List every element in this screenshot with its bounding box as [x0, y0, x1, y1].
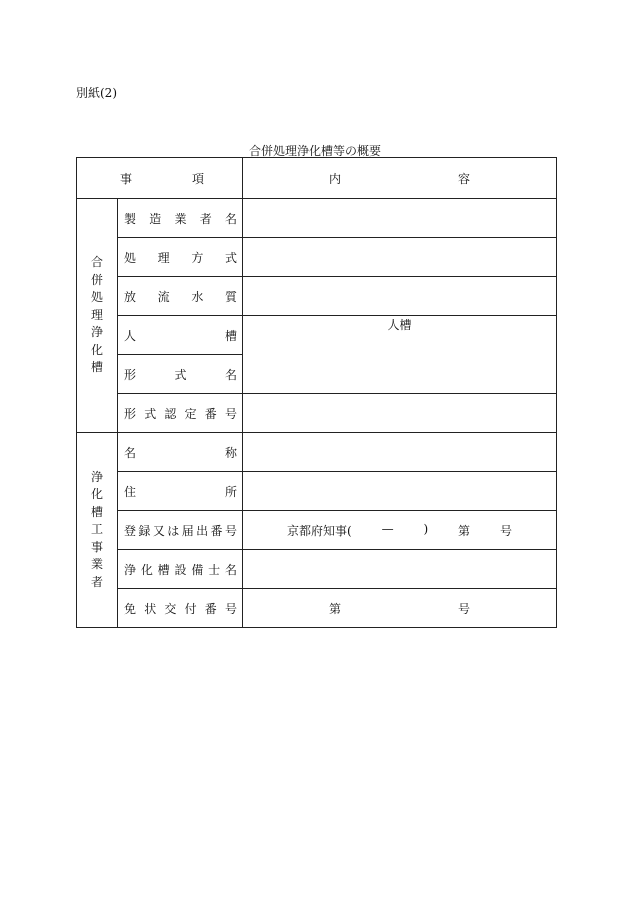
label-char: 放 [124, 289, 137, 304]
label-char: 製 [124, 211, 137, 226]
row-label-address [118, 472, 243, 511]
label-char: 号 [224, 406, 237, 421]
label-char: 質 [224, 289, 237, 304]
label-char: は [167, 523, 180, 538]
registration-dai: 第 [458, 523, 471, 538]
label-char: 設 [174, 562, 187, 577]
section1-label-char: 化 [90, 342, 103, 357]
row-label-engineer-name [118, 550, 243, 589]
label-char: 式 [174, 367, 187, 382]
label-char: 名 [224, 367, 237, 382]
label-char: 名 [124, 445, 137, 460]
table-row [77, 238, 557, 277]
row-label-effluent-quality [118, 277, 243, 316]
section2-label-char: 事 [90, 539, 103, 554]
value-cell-effluent-quality [243, 277, 557, 316]
header-item-cell [77, 158, 243, 199]
label-char: 登 [124, 523, 137, 538]
row-label-capacity [118, 316, 243, 355]
section2-label-char: 工 [90, 522, 103, 537]
label-char: 槽 [224, 328, 237, 343]
label-char: 形 [124, 367, 137, 382]
label-char: 名 [224, 562, 237, 577]
summary-table [76, 157, 557, 628]
value-cell-certification-number [243, 394, 557, 433]
label-char: 備 [191, 562, 204, 577]
label-char: 理 [157, 250, 170, 265]
registration-dash: — [381, 521, 394, 536]
section1-label-char: 槽 [90, 360, 103, 375]
license-dai: 第 [329, 601, 342, 616]
table-row [77, 316, 557, 355]
label-char: 認 [164, 406, 177, 421]
section2-label-char: 化 [90, 487, 103, 502]
label-char: 式 [144, 406, 157, 421]
section1-label-char: 併 [90, 272, 103, 287]
label-char: 番 [204, 406, 217, 421]
table-row [77, 589, 557, 628]
header-item-char: 事 [120, 171, 133, 186]
label-char: 免 [124, 601, 137, 616]
label-char: 号 [224, 523, 237, 538]
value-cell-capacity [243, 316, 557, 394]
section2-label-char: 槽 [90, 504, 103, 519]
row-label-license-number [118, 589, 243, 628]
label-char: 水 [191, 289, 204, 304]
label-char: 業 [174, 211, 187, 226]
label-char: 届 [181, 523, 194, 538]
registration-go: 号 [499, 523, 512, 538]
section1-label-char: 理 [90, 307, 103, 322]
row-label-model-name [118, 355, 243, 394]
label-char: 式 [224, 250, 237, 265]
table-row [77, 433, 557, 472]
label-char: 録 [138, 523, 151, 538]
label-char: 号 [224, 601, 237, 616]
label-char: 形 [124, 406, 137, 421]
table-row [77, 550, 557, 589]
header-content-char: 内 [329, 171, 342, 186]
section1-label [77, 199, 118, 433]
row-label-business-name [118, 433, 243, 472]
value-cell-registration-number [243, 511, 557, 550]
capacity-unit: 人槽 [387, 318, 412, 332]
license-go: 号 [457, 601, 470, 616]
header-item-char: 項 [191, 171, 204, 186]
label-char: 付 [184, 601, 197, 616]
table-row [77, 199, 557, 238]
value-cell-manufacturer [243, 199, 557, 238]
registration-close-paren: ) [423, 521, 429, 536]
appendix-label: 別紙(2) [76, 86, 117, 100]
label-char: 造 [149, 211, 162, 226]
row-label-registration-number [118, 511, 243, 550]
label-char: 番 [210, 523, 223, 538]
section1-label-char: 処 [90, 290, 103, 305]
label-char: 者 [199, 211, 212, 226]
section2-label [77, 433, 118, 628]
label-char: 定 [184, 406, 197, 421]
label-char: 称 [224, 445, 237, 460]
label-char: 所 [224, 484, 237, 499]
label-char: 状 [144, 601, 157, 616]
section1-label-char: 浄 [90, 325, 103, 340]
section2-label-char: 浄 [90, 469, 103, 484]
table-row [77, 277, 557, 316]
row-label-manufacturer [118, 199, 243, 238]
row-label-treatment-method [118, 238, 243, 277]
label-char: 住 [124, 484, 137, 499]
table-row [77, 472, 557, 511]
section2-label-char: 業 [90, 557, 103, 572]
value-cell-license-number [243, 589, 557, 628]
label-char: 処 [124, 250, 137, 265]
value-cell-address [243, 472, 557, 511]
label-char: 槽 [157, 562, 170, 577]
label-char: 流 [157, 289, 170, 304]
header-content-cell [243, 158, 557, 199]
label-char: 人 [124, 328, 137, 343]
header-content-char: 容 [457, 171, 470, 186]
section2-label-char: 者 [90, 574, 103, 589]
label-char: 交 [164, 601, 177, 616]
row-label-certification-number [118, 394, 243, 433]
table-header-row [77, 158, 557, 199]
label-char: 士 [208, 562, 221, 577]
table-row [77, 511, 557, 550]
label-char: 名 [224, 211, 237, 226]
section1-label-char: 合 [90, 255, 103, 270]
label-char: 化 [140, 562, 153, 577]
label-char: 番 [204, 601, 217, 616]
label-char: 又 [152, 523, 165, 538]
value-cell-treatment-method [243, 238, 557, 277]
table-row [77, 394, 557, 433]
value-cell-business-name [243, 433, 557, 472]
label-char: 出 [196, 523, 209, 538]
label-char: 方 [191, 250, 204, 265]
value-cell-engineer-name [243, 550, 557, 589]
page-title: 合併処理浄化槽等の概要 [248, 144, 381, 158]
registration-prefix: 京都府知事( [287, 523, 352, 538]
label-char: 浄 [124, 562, 137, 577]
